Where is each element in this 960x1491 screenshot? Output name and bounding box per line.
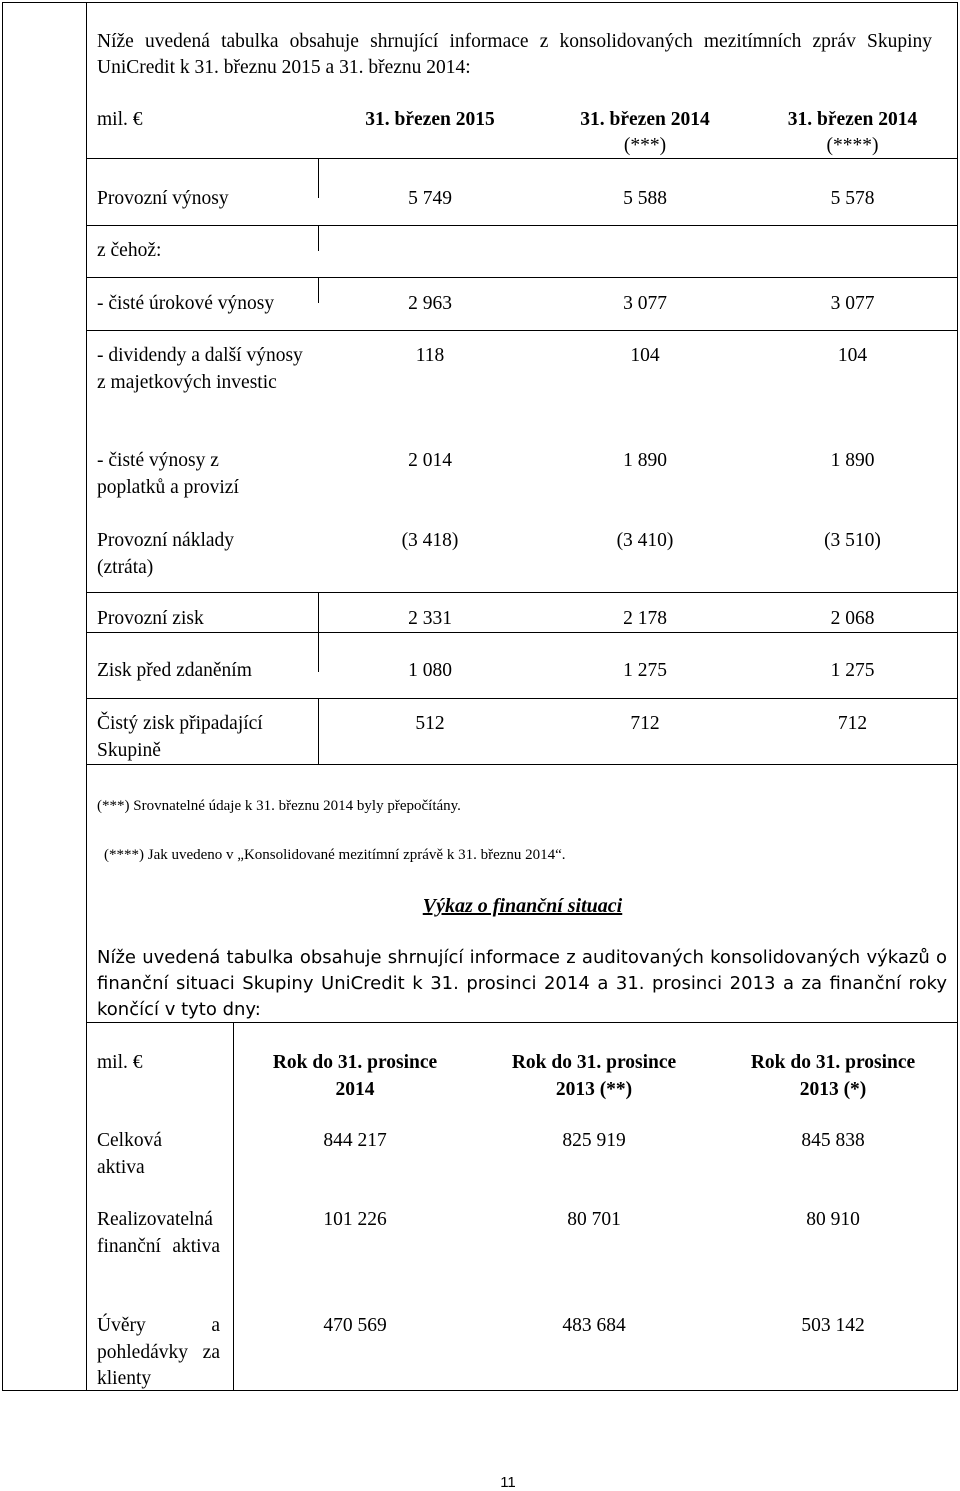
table2-cell: 101 226: [323, 1209, 387, 1230]
table1-row-label: Provozní výnosy: [97, 188, 229, 209]
table1-cell: 2 068: [830, 608, 875, 629]
table2-cell: 483 684: [562, 1315, 626, 1336]
page-number: 11: [500, 1474, 516, 1491]
table2-cell: 825 919: [562, 1130, 626, 1151]
table-gridline: [86, 592, 958, 593]
table-gridline: [318, 225, 319, 251]
table-gridline: [86, 158, 958, 159]
table1-cell: 2 178: [623, 608, 667, 629]
table1-cell: (3 410): [616, 530, 674, 551]
table2-unit-header: mil. €: [97, 1052, 143, 1073]
table-gridline: [233, 1022, 234, 1391]
table1-col3-header-note: (****): [826, 135, 879, 156]
table-gridline: [318, 592, 319, 632]
table-gridline: [86, 1022, 958, 1023]
table1-cell: (3 510): [824, 530, 881, 551]
table1-row-label: Provozní náklady (ztráta): [97, 530, 235, 578]
table1-row-label: z čehož:: [97, 240, 162, 261]
table1-cell: 2 014: [408, 450, 452, 471]
table2-col3-header: Rok do 31. prosince 2013 (*): [750, 1052, 916, 1100]
table1-cell: 512: [415, 713, 445, 734]
table1-cell: (3 418): [401, 530, 459, 551]
table-gridline: [318, 632, 319, 672]
table1-row-label: Provozní zisk: [97, 608, 204, 629]
table2-cell: 470 569: [323, 1315, 387, 1336]
table-gridline: [86, 277, 958, 278]
table1-row-label: - dividendy a další výnosy z majetkových investic: [97, 345, 303, 393]
table2-col1-header: Rok do 31. prosince 2014: [272, 1052, 438, 1100]
table2-cell: 503 142: [801, 1315, 865, 1336]
table2-col2-header: Rok do 31. prosince 2013 (**): [511, 1052, 677, 1100]
table1-cell: 104: [630, 345, 660, 366]
table2-cell: 80 701: [567, 1209, 621, 1230]
table2-cell: 844 217: [323, 1130, 387, 1151]
table1-cell: 2 963: [408, 293, 452, 314]
table1-cell: 1 080: [408, 660, 452, 681]
table1-cell: 2 331: [408, 608, 452, 629]
footnote-recalculated: (***) Srovnatelné údaje k 31. březnu 2014 byly přepočítány.: [97, 798, 461, 814]
table1-row-label: Zisk před zdaněním: [97, 660, 252, 681]
table1-col3-header: [750, 107, 955, 159]
footnote-as-reported: (****) Jak uvedeno v „Konsolidované mezitímní zprávě k 31. březnu 2014“.: [104, 847, 566, 863]
table1-cell: 712: [837, 713, 868, 734]
table2-row-label: Realizovatelná finanční aktiva: [97, 1209, 220, 1257]
table1-cell: 3 077: [623, 293, 667, 314]
table2-cell: 845 838: [801, 1130, 865, 1151]
table1-cell: 1 275: [623, 660, 667, 681]
table2-row-label: Úvěry a pohledávky za klienty: [97, 1315, 220, 1389]
table1-cell: 712: [630, 713, 660, 734]
table-gridline: [86, 330, 958, 331]
intro-paragraph-2: Níže uvedená tabulka obsahuje shrnující informace z auditovaných konsolidovaných výkazů o finanční situaci Skupiny UniCredit k 31. prosinci 2014 a 31. prosinci 2013 a za finanční roky končící v tyto dny:: [97, 947, 947, 1020]
table1-cell: 5 588: [623, 188, 667, 209]
table1-col2-header: [540, 107, 750, 159]
table1-cell: 118: [415, 345, 445, 366]
table-gridline: [86, 764, 958, 765]
section-title: Výkaz o finanční situaci: [422, 895, 623, 917]
left-margin-column: [2, 2, 86, 1391]
table1-cell: 3 077: [830, 293, 875, 314]
table1-cell: 5 578: [830, 188, 875, 209]
table1-cell: 1 890: [623, 450, 667, 471]
table1-cell: 5 749: [408, 188, 452, 209]
table1-col3-header-date: 31. březen 2014: [787, 109, 918, 130]
table1-col2-header-date: 31. březen 2014: [580, 109, 710, 130]
table-gridline: [318, 277, 319, 303]
table-gridline: [86, 225, 958, 226]
table-gridline: [86, 632, 958, 633]
table-gridline: [318, 158, 319, 198]
table-gridline: [86, 698, 958, 699]
intro-paragraph-1: Níže uvedená tabulka obsahuje shrnující informace z konsolidovaných mezitímních zpráv Skupiny UniCredit k 31. březnu 2015 a 31. březnu 2014:: [97, 31, 932, 78]
table1-col1-header: 31. březen 2015: [365, 109, 495, 130]
table1-unit-header: mil. €: [97, 109, 143, 130]
table1-cell: 104: [837, 345, 868, 366]
table1-col2-header-note: (***): [623, 135, 667, 156]
table1-row-label: - čisté výnosy z poplatků a provizí: [97, 450, 239, 498]
table1-cell: 1 890: [830, 450, 875, 471]
table2-cell: 80 910: [806, 1209, 860, 1230]
table1-row-label: - čisté úrokové výnosy: [97, 293, 275, 314]
table-gridline: [318, 698, 319, 764]
table1-row-label: Čistý zisk připadající Skupině: [97, 713, 263, 761]
table2-row-label: Celková aktiva: [97, 1130, 162, 1178]
table1-cell: 1 275: [830, 660, 875, 681]
